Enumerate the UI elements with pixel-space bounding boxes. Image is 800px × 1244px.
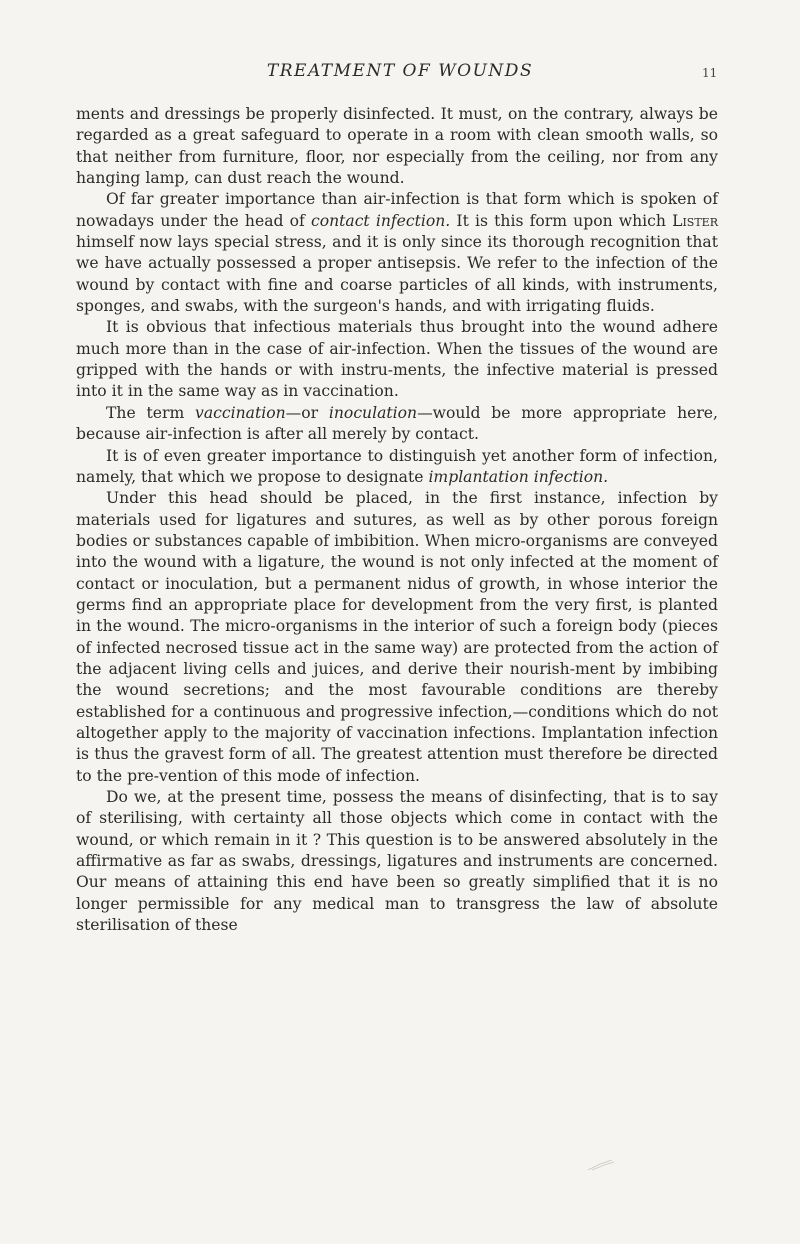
text-run: It is this form upon which bbox=[450, 211, 673, 230]
text-run: —would be more appropriate here, because air-infection is after all merely by contact. bbox=[76, 403, 718, 444]
paragraph bbox=[76, 488, 718, 787]
text-run: Do we, at the present time, possess the means of disinfecting, that is to say of sterilising, with certainty all those objects which come in contact with the wound, or which remain in it ? This question is to be answered absolutely in the affirmative as far as swabs, dressings, ligatures and instruments are concerned. Our means of attaining this end have been so greatly simplified that it is no longer permissible for any medical man to transgress the law of absolute sterilisation of these bbox=[76, 788, 718, 935]
running-title: TREATMENT OF WOUNDS bbox=[266, 61, 534, 81]
text-run: —or bbox=[285, 403, 329, 422]
paragraph bbox=[76, 317, 718, 402]
text-run: ments and dressings be properly disinfected. It must, on the contrary, always be regarded as a great safeguard to operate in a room with clean smooth walls, so that neither from furniture, floor, nor especially from the ceiling, nor from any hanging lamp, can dust reach the wound. bbox=[76, 105, 718, 188]
italic-term: contact infection. bbox=[310, 211, 451, 230]
text-run: The term bbox=[106, 403, 196, 422]
paragraph bbox=[76, 403, 718, 446]
paragraph bbox=[76, 787, 718, 936]
paragraph bbox=[76, 189, 718, 317]
italic-term: implantation infection. bbox=[428, 467, 609, 486]
italic-term: vaccination bbox=[195, 403, 286, 422]
text-run: Of far greater importance than air-infection is that form which is spoken of nowadays under the head of bbox=[76, 190, 718, 230]
body-text bbox=[76, 104, 718, 936]
small-caps-name: Lister bbox=[672, 211, 718, 230]
italic-term: inoculation bbox=[328, 403, 418, 422]
text-run: It is of even greater importance to distinguish yet another form of infection, namely, that which we propose to designate bbox=[76, 446, 718, 486]
paragraph bbox=[76, 446, 718, 489]
text-run: Under this head should be placed, in the first instance, infection by materials used for ligatures and sutures, as well as by other porous foreign bodies or substances capable of imbibition. When micro-organisms are conveyed into the wound with a ligature, the wound is not only infected at the moment of contact or inoculation, but a permanent nidus of growth, in whose interior the germs find an appropriate place for development from the very first, is planted in the wound. The micro-organisms in the interior of such a foreign body (pieces of infected necrosed tissue act in the same way) are protected from the action of the adjacent living cells and juices, and derive their nourish-ment by imbibing the wound secretions; and the most favourable conditions are thereby established for a continuous and progressive infection,—conditions which do not altogether apply to the majority of vaccination infections. Implantation infection is thus the gravest form of all. The greatest attention must therefore be directed to the pre-vention of this mode of infection. bbox=[76, 489, 718, 785]
scan-smudge-mark bbox=[586, 1158, 616, 1172]
page-number: 11 bbox=[702, 66, 718, 80]
paragraph bbox=[76, 104, 718, 189]
text-run: It is obvious that infectious materials thus brought into the wound adhere much more than in the case of air-infection. When the tissues of the wound are gripped with the hands or with instru-ments, the infective material is pressed into it in the same way as in vaccination. bbox=[76, 318, 718, 401]
text-run: himself now lays special stress, and it is only since its thorough recognition that we have actually possessed a proper antisepsis. We refer to the infection of the wound by contact with fine and coarse particles of all kinds, with instruments, sponges, and swabs, with the surgeon's hands, and with irrigating fluids. bbox=[76, 233, 718, 316]
